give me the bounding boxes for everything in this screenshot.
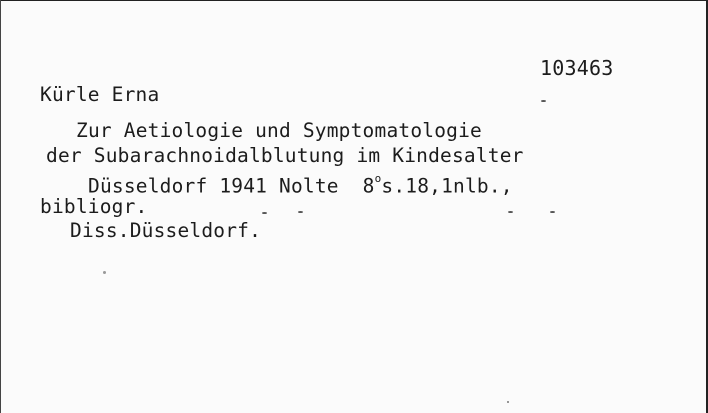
dissertation-note: Diss.Düsseldorf. bbox=[70, 219, 262, 242]
author-name: Kürle Erna bbox=[40, 83, 160, 106]
imprint-extent: s.18,1nlb., bbox=[381, 174, 513, 198]
imprint-line bbox=[88, 171, 513, 198]
imprint-place-year-publisher: Düsseldorf 1941 Nolte 8 bbox=[88, 174, 375, 198]
card-border-top bbox=[0, 0, 708, 1]
speck-mark bbox=[550, 211, 555, 213]
speck-mark bbox=[103, 271, 106, 274]
speck-mark bbox=[541, 100, 546, 102]
call-number: 103463 bbox=[540, 56, 614, 80]
speck-mark bbox=[508, 211, 513, 213]
imprint-format-superscript: o bbox=[374, 172, 382, 185]
card-border-left bbox=[0, 0, 1, 413]
bibliography-note: bibliogr. bbox=[40, 195, 148, 218]
speck-mark bbox=[298, 211, 303, 213]
speck-mark bbox=[262, 212, 267, 214]
speck-mark bbox=[507, 401, 509, 403]
title-line-1: Zur Aetiologie und Symptomatologie bbox=[76, 119, 482, 142]
title-line-2: der Subarachnoidalblutung im Kindesalter bbox=[46, 144, 524, 167]
